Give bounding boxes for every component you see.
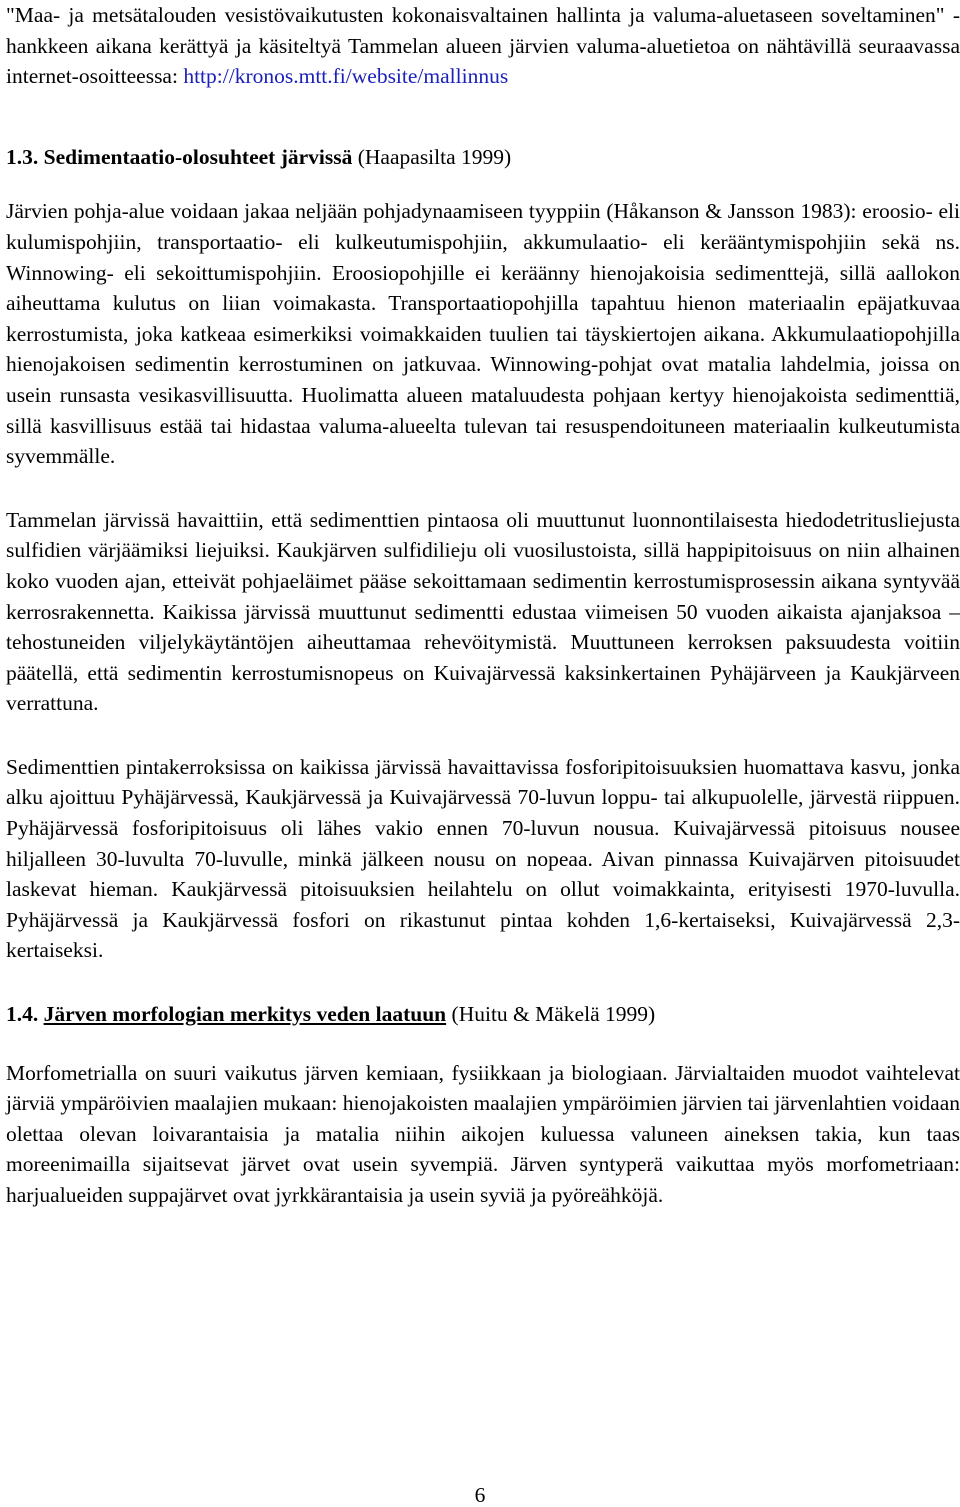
paragraph: Tammelan järvissä havaittiin, että sedimenttien pintaosa oli muuttunut luonnontilaisesta hiedodetritusliejusta sulfidien värjäämiksi liejuiksi. Kaukjärven sulfidilieju oli vuosilustoista, sillä happipitoisuus on niin alhainen koko vuoden ajan, etteivät pohjaeläimet pääse sekoittamaan sedimentin kerrostumisprosessin aikana syntyvää kerrosrakennetta. Kaikissa järvissä muuttunut sedimentti edustaa viimeisen 50 vuoden aikaista ajanjaksoa – tehostuneiden viljelykäytäntöjen aiheuttamaa rehevöitymistä. Muuttuneen kerroksen paksuudesta voitiin päätellä, että sedimentin kerrostumisnopeus on Kuivajärvessä kaksinkertainen Pyhäjärveen ja Kaukjärveen verrattuna. xyxy=(6,507,960,716)
paragraph: Sedimenttien pintakerroksissa on kaikissa järvissä havaittavissa fosforipitoisuuksien huomattava kasvu, jonka alku ajoittuu Pyhäjärvessä, Kaukjärvessä ja Kuivajärvessä 70-luvun loppu- tai alkupuolelle, järvestä riippuen. Pyhäjärvessä fosforipitoisuus oli lähes vakio ennen 70-luvun nousua. Kuivajärvessä pitoisuus nousee hiljalleen 30-luvulta 70-luvulle, minkä jälkeen nousu on nopeaa. Aivan pinnassa Kuivajärven pitoisuudet laskevat hieman. Kaukjärvessä pitoisuuksien heilahtelu on ollut voimakkainta, erityisesti 1970-luvulla. Pyhäjärvessä ja Kaukjärvessä fosfori on rikastunut pintaa kohden 1,6-kertaiseksi, Kuivajärvessä 2,3- kertaiseksi. xyxy=(6,754,960,963)
section-heading-1-3 xyxy=(6,142,960,173)
section-title: Järven morfologian merkitys veden laatuun xyxy=(43,1002,447,1027)
intro-text: Maa- ja metsätalouden vesistövaikutusten kokonaisvaltainen hallinta ja valuma-aluetaseen soveltaminen" - hankkeen aikana kerättyä ja käsiteltyä Tammelan alueen järvien valuma-aluetietoa on nähtävillä seuraavassa internet-osoitteessa: xyxy=(6,3,960,89)
section-number: 1.4. xyxy=(6,1002,39,1027)
paragraph: Järvien pohja-alue voidaan jakaa neljään pohjadynaamiseen tyyppiin (Håkanson & Jansson 1983): eroosio- eli kulumispohjiin, transportaatio- eli kulkeutumispohjiin, akkumulaatio- eli kerääntymispohjiin sekä ns. Winnowing- eli sekoittumispohjiin. Eroosiopohjille ei keräänny hienojakoisia sedimenttejä, sillä aallokon aiheuttama kulutus on liian voimakasta. Transportaatiopohjilla tapahtuu hienon materiaalin epäjatkuvaa kerrostumista, joka katkeaa esimerkiksi voimakkaiden tuulien tai täyskiertojen aikana. Akkumulaatiopohjilla hienojakoisen sedimentin kerrostuminen on jatkuvaa. Winnowing-pohjat ovat matalia lahdelmia, joissa on usein runsasta vesikasvillisuutta. Huolimatta alueen mataluudesta pohjaan kertyy hienojakoista sedimenttiä, sillä kasvillisuus estää tai hidastaa valuma-alueelta tulevan tai resuspendoituneen materiaalin kulkeutumista syvemmälle. xyxy=(6,199,960,469)
intro-paragraph xyxy=(6,0,960,92)
section-title: Sedimentaatio-olosuhteet järvissä xyxy=(43,144,353,169)
section-citation: (Haapasilta 1999) xyxy=(357,144,512,169)
section-heading-1-4 xyxy=(6,999,960,1030)
document-page xyxy=(6,0,960,1211)
section-citation: (Huitu & Mäkelä 1999) xyxy=(451,1002,656,1027)
project-link[interactable]: http://kronos.mtt.fi/website/mallinnus xyxy=(183,64,509,89)
paragraph: Morfometrialla on suuri vaikutus järven kemiaan, fysiikkaan ja biologiaan. Järvialtaiden muodot vaihtelevat järviä ympäröivien maalajien mukaan: hienojakoisten maalajien ympäröimien järvien tai järvenlahtien voidaan olettaa olevan loivarantaisia ja matalia niihin aikojen kuluessa valuneen aineksen takia, kun taas moreenimailla sijaitsevat järvet ovat usein syvempiä. Järven syntyperä vaikuttaa myös morfometriaan: harjualueiden suppajärvet ovat jyrkkärantaisia ja usein syviä ja pyöreähköjä. xyxy=(6,1060,960,1207)
page-number: 6 xyxy=(474,1483,486,1507)
section-number: 1.3. xyxy=(6,144,39,169)
intro-quote: " xyxy=(6,3,15,27)
